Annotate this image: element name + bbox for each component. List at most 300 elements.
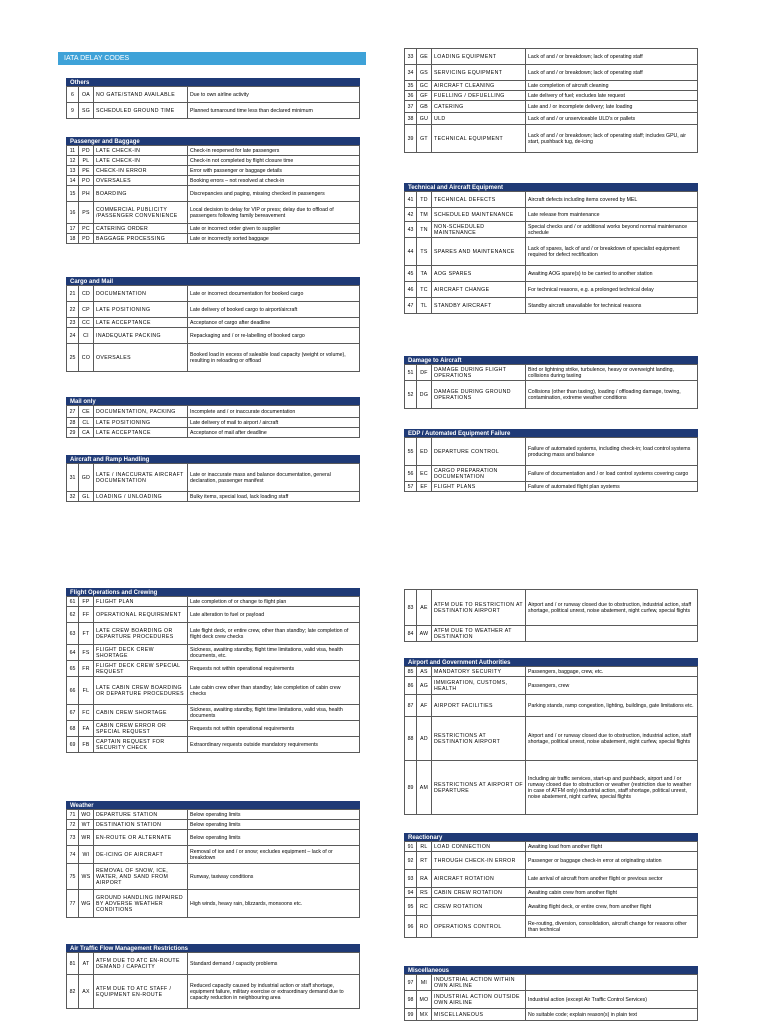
code-description: Removal of ice and / or snow; excludes equipment – lack of or breakdown [188,846,360,864]
code-name: CATERING ORDER [94,224,188,234]
code-name: CABIN CREW ROTATION [432,888,526,898]
section-header: Passenger and Baggage [66,137,360,145]
code-number: 72 [67,820,79,830]
code-number: 68 [67,721,79,737]
code-number: 21 [67,286,79,302]
section-weather [66,801,360,918]
code-number: 95 [405,898,417,916]
code-description: Late alteration to fuel or payload [188,607,360,623]
table-row [405,381,698,409]
code-description: Late or incorrectly sorted baggage [188,234,360,244]
code-description: Bulky items, special load, lack loading staff [188,492,360,502]
table-row [405,695,698,717]
code-number: 82 [67,975,79,1009]
code-name: LOADING EQUIPMENT [432,49,526,65]
code-letters: AG [417,677,432,695]
section-flight-ops [66,588,360,753]
code-letters: CI [79,328,94,344]
code-description: Lack of spares, lack of and / or breakdown of specialist equipment required for defect rectification [526,238,698,266]
table-row [405,91,698,101]
code-description: Booking errors – not resolved at check-in [188,176,360,186]
code-name: COMMERCIAL PUBLICITY /PASSENGER CONVENIENCE [94,202,188,224]
code-description: Airport and / or runway closed due to obstruction, industrial action, staff shortage, political unrest, noise abatement, night curfew, special flights [526,717,698,761]
code-number: 99 [405,1009,417,1021]
code-number: 35 [405,81,417,91]
code-description: Below operating limits [188,820,360,830]
delay-code-table [404,364,698,409]
code-number: 16 [67,202,79,224]
table-row [67,406,360,418]
code-description: Collisions (other than taxiing), loading / offloading damage, towing, contamination, extreme weather conditions [526,381,698,409]
code-description [526,626,698,642]
code-name: SCHEDULED MAINTENANCE [432,208,526,222]
code-number: 73 [67,830,79,846]
code-letters: CA [79,428,94,438]
table-row [405,298,698,314]
table-row [67,428,360,438]
delay-code-table [404,974,698,1021]
table-row [67,492,360,502]
code-number: 37 [405,101,417,113]
section-damage [404,356,698,409]
code-number: 81 [67,953,79,975]
code-name: ULD [432,113,526,125]
delay-code-table [404,589,698,642]
code-name: FLIGHT DECK CREW SPECIAL REQUEST [94,661,188,677]
code-description: High winds, heavy rain, blizzards, monsoons etc. [188,890,360,918]
code-letters: PS [79,202,94,224]
code-description: Re-routing, diversion, consolidation, aircraft change for reasons other than technical [526,916,698,938]
code-description: Failure of automated flight plan systems [526,482,698,492]
code-description: Lack of and / or breakdown; lack of operating staff [526,49,698,65]
code-name: MANDATORY SECURITY [432,667,526,677]
code-name: OVERSALES [94,176,188,186]
code-description: Below operating limits [188,810,360,820]
delay-code-table [66,285,360,372]
section-cargo [66,277,360,372]
code-name: MISCELLANEOUS [432,1009,526,1021]
code-description [526,975,698,991]
section-header: Reactionary [404,833,698,841]
code-name: DAMAGE DURING GROUND OPERATIONS [432,381,526,409]
code-number: 88 [405,717,417,761]
code-number: 17 [67,224,79,234]
code-letters: AS [417,667,432,677]
code-number: 85 [405,667,417,677]
table-row [405,125,698,153]
code-number: 46 [405,282,417,298]
code-letters: WT [79,820,94,830]
code-letters: OA [79,87,94,103]
code-number: 84 [405,626,417,642]
code-name: DE-ICING OF AIRCRAFT [94,846,188,864]
code-description: Industrial action (except Air Traffic Control Services) [526,991,698,1009]
code-letters: GT [417,125,432,153]
code-letters: PC [79,224,94,234]
table-row [67,186,360,202]
code-name: THROUGH CHECK-IN ERROR [432,852,526,870]
code-number: 61 [67,597,79,607]
code-description: Awaiting AOG spare(s) to be carried to another station [526,266,698,282]
code-number: 42 [405,208,417,222]
code-letters: CO [79,344,94,372]
section-mail [66,397,360,438]
code-name: AIRPORT FACILITIES [432,695,526,717]
code-name: LATE ACCEPTANCE [94,318,188,328]
table-row [67,737,360,753]
code-name: CABIN CREW ERROR OR SPECIAL REQUEST [94,721,188,737]
section-aircraft-ramp [66,455,360,502]
code-letters: GC [417,81,432,91]
code-number: 57 [405,482,417,492]
code-name: OPERATIONAL REQUIREMENT [94,607,188,623]
delay-code-table [404,666,698,815]
code-letters: GS [417,65,432,81]
code-name: REMOVAL OF SNOW, ICE, WATER, AND SAND FROM AIRPORT [94,864,188,890]
table-row [67,846,360,864]
code-name: AIRCRAFT CHANGE [432,282,526,298]
table-row [67,953,360,975]
code-description: Requests not within operational requirements [188,721,360,737]
code-description: Late cabin crew other than standby; late completion of cabin crew checks [188,677,360,705]
table-row [67,103,360,119]
code-description: Check-in not completed by flight closure time [188,156,360,166]
page-title: IATA DELAY CODES [58,52,366,65]
table-row [67,705,360,721]
code-name: LATE CHECK-IN [94,156,188,166]
code-letters: CL [79,418,94,428]
code-number: 71 [67,810,79,820]
code-number: 47 [405,298,417,314]
code-letters: FR [79,661,94,677]
delay-code-table [404,48,698,153]
code-number: 94 [405,888,417,898]
code-number: 62 [67,607,79,623]
code-letters: GL [79,492,94,502]
table-row [67,234,360,244]
code-name: LATE CHECK-IN [94,146,188,156]
code-letters: AF [417,695,432,717]
table-row [405,81,698,91]
code-letters: PO [79,176,94,186]
code-name: OVERSALES [94,344,188,372]
code-name: CAPTAIN REQUEST FOR SECURITY CHECK [94,737,188,753]
section-header: Aircraft and Ramp Handling [66,455,360,463]
table-row [405,590,698,626]
code-description: Parking stands, ramp congestion, lighting, buildings, gate limitations etc. [526,695,698,717]
code-letters: WS [79,864,94,890]
table-row [67,328,360,344]
code-description: Special checks and / or additional works beyond normal maintenance schedule [526,222,698,238]
code-description: Late delivery of fuel; excludes late request [526,91,698,101]
table-row [67,890,360,918]
code-name: DEPARTURE CONTROL [432,438,526,466]
table-row [405,466,698,482]
code-letters: SG [79,103,94,119]
code-name: NO GATE/STAND AVAILABLE [94,87,188,103]
code-letters: AT [79,953,94,975]
code-description: Late and / or incomplete delivery; late loading [526,101,698,113]
code-letters: GE [417,49,432,65]
section-airport [404,658,698,815]
delay-code-table [66,86,360,119]
code-description: Awaiting flight deck, or entire crew, from another flight [526,898,698,916]
code-letters: TL [417,298,432,314]
table-row [405,667,698,677]
table-row [405,761,698,815]
code-number: 98 [405,991,417,1009]
code-description: Sickness, awaiting standby, flight time limitations, valid visa, health documents, etc. [188,645,360,661]
code-number: 31 [67,464,79,492]
code-description: Bird or lightning strike, turbulence, heavy or overweight landing, collisions during taxiing [526,365,698,381]
code-name: INDUSTRIAL ACTION OUTSIDE OWN AIRLINE [432,991,526,1009]
code-name: DESTINATION STATION [94,820,188,830]
code-number: 96 [405,916,417,938]
code-number: 87 [405,695,417,717]
code-number: 92 [405,852,417,870]
code-number: 56 [405,466,417,482]
code-name: CHECK-IN ERROR [94,166,188,176]
code-name: TECHNICAL EQUIPMENT [432,125,526,153]
code-name: AIRCRAFT ROTATION [432,870,526,888]
section-misc [404,966,698,1021]
delay-code-table [66,809,360,918]
table-row [405,208,698,222]
code-description: Incomplete and / or inaccurate documentation [188,406,360,418]
table-row [405,113,698,125]
code-description: Booked load in excess of saleable load capacity (weight or volume), resulting in reloading or offload [188,344,360,372]
code-description: Late arrival of aircraft from another flight or previous sector [526,870,698,888]
code-letters: FA [79,721,94,737]
code-letters: RO [417,916,432,938]
code-name: NON-SCHEDULED MAINTENANCE [432,222,526,238]
code-letters: WR [79,830,94,846]
code-name: DOCUMENTATION, PACKING [94,406,188,418]
code-name: CREW ROTATION [432,898,526,916]
code-number: 52 [405,381,417,409]
table-row [67,224,360,234]
code-number: 83 [405,590,417,626]
code-name: BAGGAGE PROCESSING [94,234,188,244]
code-letters: PD [79,146,94,156]
code-letters: WO [79,810,94,820]
section-header: Airport and Government Authorities [404,658,698,666]
table-row [67,87,360,103]
code-number: 91 [405,842,417,852]
code-name: FLIGHT PLANS [432,482,526,492]
section-header: Miscellaneous [404,966,698,974]
code-description: Discrepancies and paging, missing checked in passengers [188,186,360,202]
code-letters: PE [79,166,94,176]
code-letters: GD [79,464,94,492]
code-letters: AW [417,626,432,642]
code-description: Failure of automated systems, including check-in; load control systems producing mass and balance [526,438,698,466]
code-description: Requests not within operational requirements [188,661,360,677]
code-description: Awaiting cabin crew from another flight [526,888,698,898]
code-number: 86 [405,677,417,695]
code-letters: FF [79,607,94,623]
table-row [67,661,360,677]
code-description: Late completion of or change to flight plan [188,597,360,607]
section-header: Damage to Aircraft [404,356,698,364]
code-letters: RT [417,852,432,870]
code-letters: CE [79,406,94,418]
table-row [405,888,698,898]
section-header: Flight Operations and Crewing [66,588,360,596]
section-header: Technical and Aircraft Equipment [404,183,698,191]
table-row [405,365,698,381]
table-row [405,852,698,870]
code-description: Check-in reopened for late passengers [188,146,360,156]
code-description: Extraordinary requests outside mandatory requirements [188,737,360,753]
code-name: ATFM DUE TO RESTRICTION AT DESTINATION AIRPORT [432,590,526,626]
code-letters: CP [79,302,94,318]
code-name: AOG SPARES [432,266,526,282]
code-letters: MX [417,1009,432,1021]
code-description: Airport and / or runway closed due to obstruction, industrial action, staff shortage, political unrest, noise abatement, night curfew, special flights [526,590,698,626]
section-atfm-cont [404,589,698,642]
code-description: Passengers, crew [526,677,698,695]
code-name: STANDBY AIRCRAFT [432,298,526,314]
code-number: 11 [67,146,79,156]
code-letters: CC [79,318,94,328]
table-row [405,482,698,492]
table-row [67,464,360,492]
code-letters: MO [417,991,432,1009]
code-name: CATERING [432,101,526,113]
code-description: Reduced capacity caused by industrial action or staff shortage, equipment failure, military exercise or extraordinary demand due to capacity reduction in neighbouring area [188,975,360,1009]
code-number: 51 [405,365,417,381]
code-letters: AM [417,761,432,815]
code-name: LATE CABIN CREW BOARDING OR DEPARTURE PROCEDURES [94,677,188,705]
code-description: No suitable code; explain reason(s) in plain text [526,1009,698,1021]
code-description: Passenger or baggage check-in error at originating station [526,852,698,870]
code-name: IMMIGRATION, CUSTOMS, HEALTH [432,677,526,695]
table-row [405,438,698,466]
code-description: Lack of and / or breakdown; lack of operating staff [526,65,698,81]
code-letters: RC [417,898,432,916]
table-row [67,830,360,846]
code-letters: GF [417,91,432,101]
code-letters: GU [417,113,432,125]
code-name: LATE ACCEPTANCE [94,428,188,438]
table-row [405,870,698,888]
code-letters: FP [79,597,94,607]
table-row [405,1009,698,1021]
code-number: 18 [67,234,79,244]
code-number: 13 [67,166,79,176]
table-row [67,302,360,318]
code-name: FLIGHT PLAN [94,597,188,607]
table-row [67,146,360,156]
table-row [67,156,360,166]
delay-code-table [404,437,698,492]
delay-code-table [66,405,360,438]
table-row [67,820,360,830]
table-row [405,101,698,113]
code-number: 97 [405,975,417,991]
code-letters: TA [417,266,432,282]
code-letters: DG [417,381,432,409]
section-edp [404,429,698,492]
table-row [405,677,698,695]
table-row [67,344,360,372]
table-row [67,645,360,661]
code-name: SERVICING EQUIPMENT [432,65,526,81]
code-number: 9 [67,103,79,119]
code-name: LATE POSITIONING [94,302,188,318]
code-description: Lack of and / or breakdown; lack of operating staff; includes GPU, air start, pushback tug, de-icing [526,125,698,153]
delay-code-table [66,952,360,1009]
code-name: RESTRICTIONS AT DESTINATION AIRPORT [432,717,526,761]
table-row [405,266,698,282]
table-row [67,176,360,186]
code-description: Error with passenger or baggage details [188,166,360,176]
code-letters: DF [417,365,432,381]
code-description: Below operating limits [188,830,360,846]
section-others [66,78,360,119]
code-letters: FC [79,705,94,721]
delay-code-table [66,463,360,502]
code-description: Late or incorrect documentation for booked cargo [188,286,360,302]
code-number: 93 [405,870,417,888]
code-number: 74 [67,846,79,864]
code-description: Repackaging and / or re-labelling of booked cargo [188,328,360,344]
table-row [405,49,698,65]
table-row [67,975,360,1009]
code-number: 38 [405,113,417,125]
code-name: LATE / INACCURATE AIRCRAFT DOCUMENTATION [94,464,188,492]
code-number: 44 [405,238,417,266]
code-number: 25 [67,344,79,372]
table-row [67,623,360,645]
code-number: 43 [405,222,417,238]
code-number: 69 [67,737,79,753]
table-row [405,898,698,916]
table-row [67,166,360,176]
code-name: DOCUMENTATION [94,286,188,302]
section-header: Mail only [66,397,360,405]
section-header: Others [66,78,360,86]
code-number: 6 [67,87,79,103]
table-row [405,65,698,81]
code-description: Passengers, baggage, crew, etc. [526,667,698,677]
code-name: LATE CREW BOARDING OR DEPARTURE PROCEDURES [94,623,188,645]
code-number: 75 [67,864,79,890]
code-letters: RS [417,888,432,898]
code-number: 67 [67,705,79,721]
code-letters: AX [79,975,94,1009]
table-row [405,282,698,298]
code-description: Late delivery of booked cargo to airport/aircraft [188,302,360,318]
code-number: 14 [67,176,79,186]
code-name: FUELLING / DEFUELLING [432,91,526,101]
code-number: 27 [67,406,79,418]
table-row [67,318,360,328]
code-number: 12 [67,156,79,166]
code-number: 29 [67,428,79,438]
code-description: For technical reasons, e.g. a prolonged technical delay [526,282,698,298]
code-letters: EF [417,482,432,492]
section-header: Air Traffic Flow Management Restrictions [66,944,360,952]
table-row [67,286,360,302]
code-description: Late completion of aircraft cleaning [526,81,698,91]
section-header: EDP / Automated Equipment Failure [404,429,698,437]
code-number: 66 [67,677,79,705]
section-header: Weather [66,801,360,809]
code-name: EN-ROUTE OR ALTERNATE [94,830,188,846]
code-name: SCHEDULED GROUND TIME [94,103,188,119]
